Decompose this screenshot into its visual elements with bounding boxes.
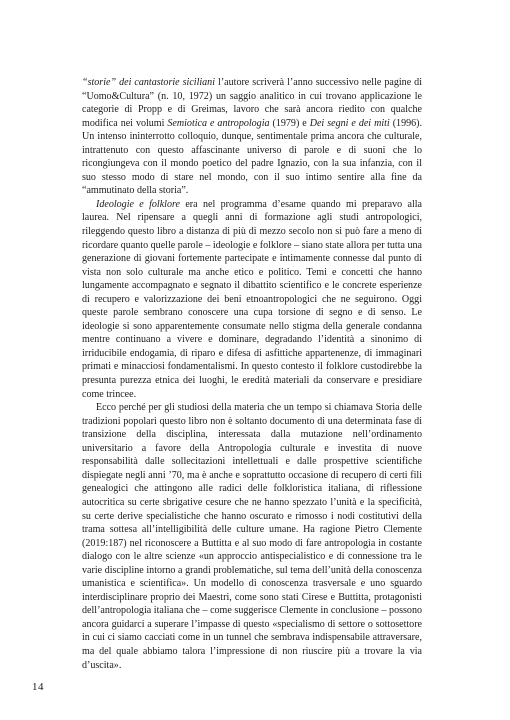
body-text xyxy=(82,76,422,672)
text-run: (1996). Un intenso ininterrotto colloquio, dunque, sentimentale prima ancora che culturale, intrattenuto con questo affascinante universo di parole e di suoni che lo ricongiungeva con il mondo poetico del padre Ignazio, con la sua infanzia, con il suo stesso modo di stare nel mondo, con il suo intimo sentire alla fine da “ammutinato della storia”. xyxy=(82,117,422,197)
paragraph xyxy=(82,198,422,401)
text-run: era nel programma d’esame quando mi preparavo alla laurea. Nel ripensare a quegli anni di formazione agli studi antropologici, rileggendo questo libro a distanza di più di mezzo secolo non si può fare a meno di ricordare quanto quelle parole – ideologie e folklore – siano state allora per tutta una generazione di giovani fortemente partecipate e intimamente connesse dal punto di vista non solo culturale ma anche etico e politico. Temi e concetti che hanno lungamente accompagnato e segnato il dibattito scientifico e le concrete esperienze di recupero e valorizzazione dei beni etnoantropologici che ne seguirono. Oggi queste parole sembrano conoscere una cupa torsione di segno e di senso. Le ideologie si sono apparentemente consumate nello stigma della generale condanna mentre continuano a vivere e dominare, degradando l’identità a sinonimo di irriducibile endogamia, di riparo e difesa di asfittiche appartenenze, di immaginari primati e minacciosi fondamentalismi. In questo contesto il folklore custodirebbe la presunta purezza etnica dei luoghi, le eredità materiali da conservare e presidiare come trincee. xyxy=(82,198,422,400)
paragraph xyxy=(82,76,422,198)
text-italic: Semiotica e antropologia xyxy=(167,117,270,129)
paragraph xyxy=(82,401,422,672)
text-run: Ecco perché per gli studiosi della materia che un tempo si chiamava Storia delle tradizioni popolari questo libro non è soltanto documento di una determinata fase di transizione della disciplina, interessata dalla mutazione nell’ordinamento universitario a favore della Antropologia culturale e investita di nuove responsabilità dalle sollecitazioni intellettuali e dalle prospettive scientifiche dispiegate negli anni ’70, ma è anche e soprattutto occasione di recupero di certi fili genealogici che attingono alle radici delle folkloristica italiana, di riflessione autocritica su certe sbrigative cesure che ne hanno spezzato l’unità e la specificità, su certe derive specialistiche che hanno oscurato e rimosso i nodi costitutivi della trama sottesa all’intelligibilità delle culture umane. Ha ragione Pietro Clemente (2019:187) nel riconoscere a Buttitta e al suo modo di fare antropologia in costante dialogo con le altre scienze «un approccio antispecialistico e di connessione tra le varie discipline intorno a grandi problematiche, sul tema dell’unità della conoscenza umanistica e scientifica». Un modello di conoscenza trasversale e uno sguardo interdisciplinare proprio dei Maestri, come sono stati Cirese e Buttitta, protagonisti dell’antropologia italiana che – come suggerisce Clemente in conclusione – possono ancora guidarci a superare l’impasse di questo «specialismo di settore o sottosettore in cui ci siamo cacciati come in un tunnel che sembrava indispensabile attraversare, ma del quale abbiamo talora l’impressione di non riuscire più a trovare la via d’uscita». xyxy=(82,402,422,671)
page-number: 14 xyxy=(32,681,44,693)
text-run: l’autore scriverà l’anno successivo nelle pagine di “Uomo&Cultura” (n. 10, 1972) un saggio analitico in cui trovano applicazione le categorie di Propp e di Greimas, lavoro che sarà ancora riedito con qualche modifica nei volumi xyxy=(82,77,422,129)
text-italic: “storie” dei cantastorie siciliani xyxy=(82,77,215,88)
text-italic: Dei segni e dei miti xyxy=(309,117,390,129)
text-italic: Ideologie e folklore xyxy=(96,198,180,210)
text-run: (1979) e xyxy=(269,117,310,129)
